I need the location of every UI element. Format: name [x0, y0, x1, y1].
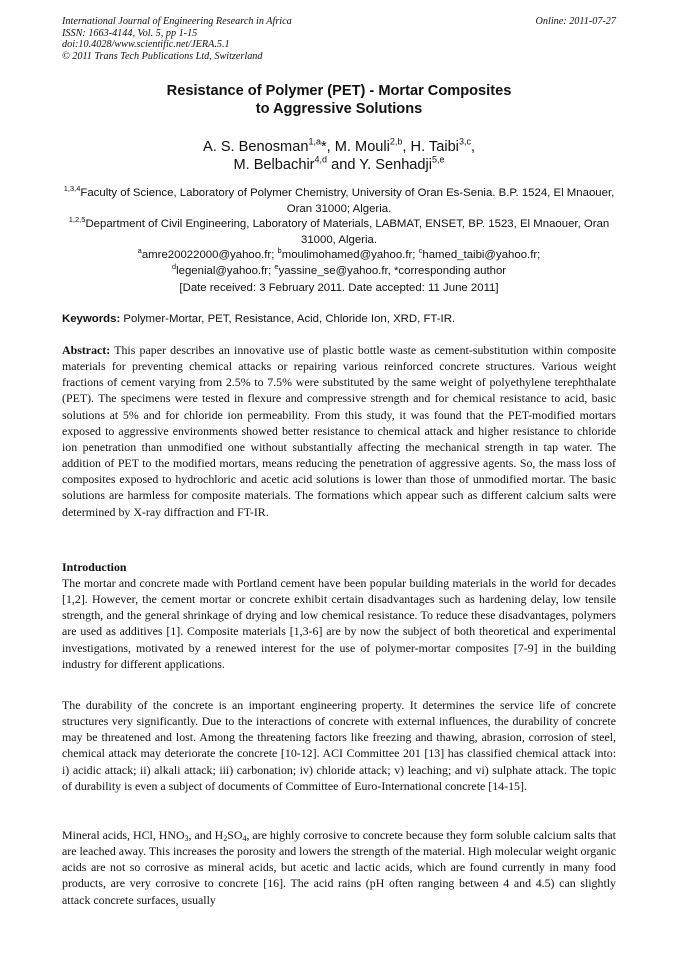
journal-header: [62, 16, 616, 62]
author-separator: ,: [326, 139, 335, 155]
author-separator: ,: [470, 139, 476, 155]
chemical-subscript: 2: [223, 834, 228, 843]
chemical-subscript: 3: [184, 834, 189, 843]
author-name: M. Mouli: [334, 139, 390, 155]
corresponding-star: *: [320, 139, 327, 155]
abstract-text: This paper describes an innovative use of plastic bottle waste as cement-substitution within composite materials for preventing chemical attacks or repairing various reinforced concrete structures. Various weight fractions of cement varying from 2.5% to 7.5% were substituted by the same weight of polyethylene terephthalate (PET). The specimens were tested in flexure and compressive strength and for chemical resistance to acid, basic solutions at 5% and for chloride ion permeability. From this study, it was found that the PET-modified mortars exposed to aggressive environments showed better resistance to chemical attack and higher resistance to chloride ion penetration than unmodified one without substantially affecting the mechanical strength in tap water. The addition of PET to the modified mortars, means reducing the penetration of aggressive agents. So, the mass loss of composites exposed to hydrochloric and acetic acid solutions is lower than those of unmodified mortar. The basic solutions are harmless for composite materials. The formations which appear such as different calcium salts were determined by X-ray diffraction and FT-IR.: [62, 343, 616, 519]
affiliation-text: Department of Civil Engineering, Laboratory of Materials, LABMAT, ENSET, BP. 1523, El Mnaouer, Oran 31000, Algeria.: [85, 218, 610, 246]
online-date: Online: 2011-07-27: [535, 16, 616, 27]
paper-title: [62, 82, 616, 118]
introduction-paragraph-1: The mortar and concrete made with Portland cement have been popular building materials in the world for decades [1,2]. However, the cement mortar or concrete exhibit certain disadvantages such as hardening delay, low tensile strength, and the general shrinkage of drying and low chemical resistance. To reduce these disadvantages, polymers are used as additives [1]. Composite materials [1,3-6] are by now the subject of both theoretical and experimental investigations, motivated by a renewed interest for the use of polymer-mortar composites [7-9] in the building industry for different applications.: [62, 576, 616, 671]
paragraph-text: SO: [227, 828, 243, 842]
email-superscript: a: [137, 246, 142, 256]
affiliation-1: [62, 183, 616, 217]
author-superscript: 3,c: [458, 136, 471, 147]
author-name: Y. Senhadji: [359, 157, 433, 173]
affiliations: [62, 183, 616, 280]
authors-line-1: [62, 138, 616, 156]
paragraph-text: , and H: [188, 828, 224, 842]
copyright-line: © 2011 Trans Tech Publications Ltd, Switzerland: [62, 50, 263, 62]
author-conjunction: and: [327, 157, 360, 173]
email-superscript: c: [418, 246, 423, 256]
keywords-text: Polymer-Mortar, PET, Resistance, Acid, Chloride Ion, XRD, FT-IR.: [120, 313, 456, 325]
affiliation-text: Faculty of Science, Laboratory of Polymer Chemistry, University of Oran Es-Senia. B.P. 1524, El Mnaouer, Oran 31000; Algeria.: [80, 187, 615, 215]
email-address: yassine_se@yahoo.fr, *corresponding author: [278, 264, 507, 277]
affiliation-superscript: 1,3,4: [63, 183, 81, 193]
introduction-heading: Introduction: [62, 560, 127, 574]
keywords-label: Keywords:: [62, 313, 121, 325]
author-superscript: 5,e: [432, 154, 445, 165]
paragraph-text: , are highly corrosive to concrete because they form soluble calcium salts that are leached away. This increases the porosity and lowers the strength of the material. High molecular weight organic acids are not so corrosive as mineral acids, but acetic and lactic acids, which are found currently in many food products, are very corrosive to concrete [16]. The acid rains (pH often ranging between 4 and 4.5) can slightly attack concrete surfaces, usually: [62, 828, 616, 907]
email-superscript: e: [274, 261, 279, 271]
author-name: H. Taibi: [410, 139, 459, 155]
introduction-paragraph-2: The durability of the concrete is an important engineering property. It determines the service life of concrete structures very significantly. Due to the interactions of concrete with external influences, the durability of concrete may be threatened and lost. Among the threatening factors like freezing and thawing, abrasion, corrosion of steel, chemical attack may deteriorate the concrete [10-12]. ACI Committee 201 [13] has classified chemical attack into: i) acidic attack; ii) alkali attack; iii) carbonation; iv) chloride attack; v) leaching; and vi) sulphate attack. The topic of durability is even a subject of documents of Committee of Euro-International concrete [14-15].: [62, 698, 616, 793]
abstract-label: Abstract:: [62, 343, 111, 357]
title-line-2: to Aggressive Solutions: [255, 101, 423, 117]
affiliation-superscript: 1,2,5: [68, 214, 86, 224]
chemical-subscript: 4: [242, 834, 247, 843]
abstract: [62, 342, 616, 520]
title-line-1: Resistance of Polymer (PET) - Mortar Composites: [166, 83, 512, 99]
journal-name: International Journal of Engineering Research in Africa: [62, 16, 292, 27]
affiliation-2: [62, 214, 616, 248]
author-separator: ,: [402, 139, 411, 155]
received-accepted-dates: [Date received: 3 February 2011. Date accepted: 11 June 2011]: [179, 282, 499, 294]
email-superscript: b: [277, 246, 282, 256]
author-name: A. S. Benosman: [202, 139, 309, 155]
keywords: [62, 312, 616, 326]
doi-line: doi:10.4028/www.scientific.net/JERA.5.1: [62, 39, 230, 51]
email-address: amre20022000@yahoo.fr;: [141, 249, 278, 262]
email-superscript: d: [171, 261, 177, 271]
author-superscript: 4,d: [314, 154, 328, 165]
email-line-2: [62, 261, 616, 280]
author-superscript: 2,b: [389, 136, 403, 147]
authors-line-2: [62, 156, 616, 174]
email-address: hamed_taibi@yahoo.fr;: [422, 249, 541, 262]
email-address: legenial@yahoo.fr;: [176, 264, 275, 277]
email-address: moulimohamed@yahoo.fr;: [281, 249, 419, 262]
email-line-1: [62, 248, 616, 264]
author-list: [62, 138, 616, 174]
paragraph-text: Mineral acids, HCl, HNO: [62, 828, 185, 842]
author-superscript: 1,a: [308, 136, 321, 147]
introduction-paragraph-3: [62, 827, 616, 908]
author-name: M. Belbachir: [233, 157, 315, 173]
issn-line: ISSN: 1663-4144, Vol. 5, pp 1-15: [62, 27, 198, 39]
